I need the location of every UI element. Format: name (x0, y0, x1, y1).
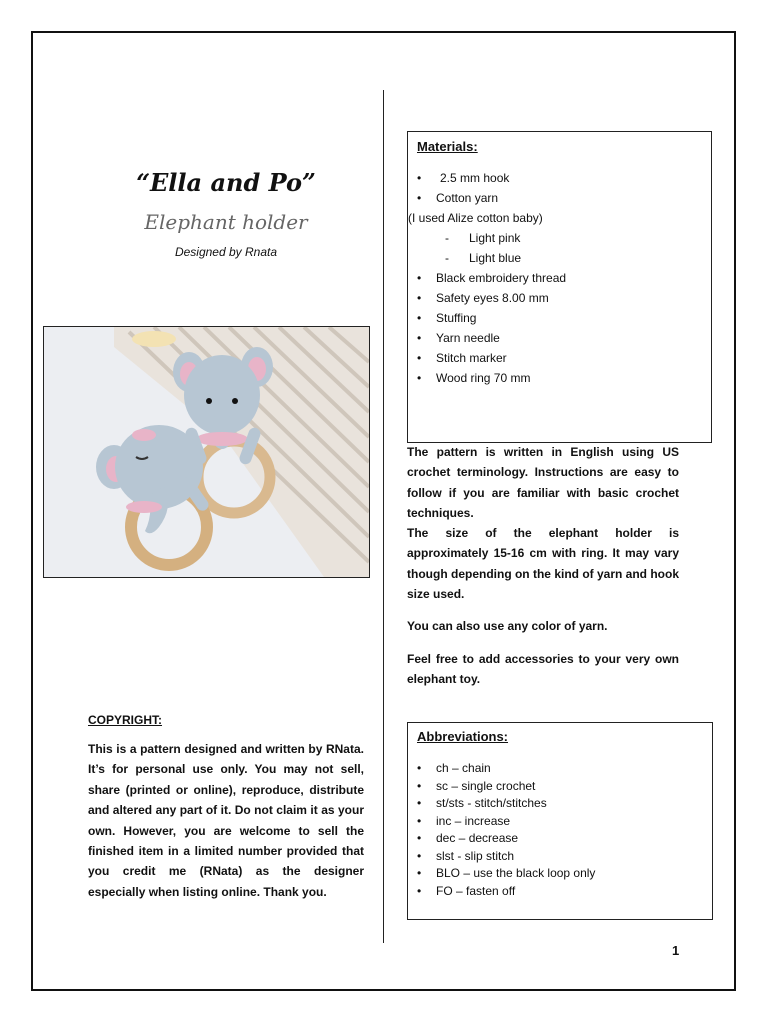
copyright-body: This is a pattern designed and written by RNata. It’s for personal use only. You may not sell, share (printed or online), reproduce, distribute and altered any part of it. Do not claim it as your own. However, you are welcome to sell the finished item in a limited number provided that you credit me (RNata) as the designer especially when listing online. Thank you. (88, 742, 364, 899)
abbreviations-box (407, 722, 713, 920)
list-item: • dec – decrease (417, 831, 519, 845)
description-paragraph: Feel free to add accessories to your very own elephant toy. (407, 651, 679, 686)
list-item: • Black embroidery thread (417, 271, 567, 285)
abbreviations-list (417, 760, 712, 900)
copyright-heading: COPYRIGHT: (88, 713, 163, 727)
abbreviations-heading: Abbreviations: (417, 729, 509, 744)
materials-heading: Materials: (417, 139, 478, 154)
list-item: • Stitch marker (417, 351, 507, 365)
column-divider (383, 90, 384, 943)
list-item: • 2.5 mm hook (417, 171, 510, 185)
list-item: • inc – increase (417, 813, 511, 828)
list-item: • st/sts - stitch/stitches (417, 796, 547, 810)
list-item: • Safety eyes 8.00 mm (417, 291, 549, 305)
document-title: “Ella and Po” (136, 168, 316, 197)
description-paragraph: The size of the elephant holder is approximately 15-16 cm with ring. It may vary though depending on the kind of yarn and hook size used. (407, 526, 679, 602)
copyright-section (88, 713, 364, 902)
list-item: • Stuffing (417, 311, 477, 325)
page-number: 1 (672, 943, 680, 958)
description-paragraph: You can also use any color of yarn. (407, 619, 608, 634)
materials-box (407, 131, 712, 443)
list-item: • BLO – use the black loop only (417, 866, 596, 880)
materials-list (408, 168, 711, 388)
list-item: • Yarn needle (417, 331, 500, 345)
list-item: - Light pink (445, 231, 521, 245)
list-item: • Wood ring 70 mm (417, 371, 531, 385)
list-item: • FO – fasten off (417, 883, 516, 898)
list-item: • sc – single crochet (417, 778, 536, 793)
list-item: - Light blue (445, 251, 522, 265)
list-item: (I used Alize cotton baby) (408, 211, 543, 225)
designer-credit: Designed by Rnata (174, 245, 278, 259)
list-item: • Cotton yarn (417, 191, 499, 205)
pattern-description (407, 442, 679, 689)
list-item: • ch – chain (417, 761, 491, 775)
document-subtitle: Elephant holder (144, 210, 308, 234)
crochet-elephant-photo (43, 326, 370, 578)
list-item: • slst - slip stitch (417, 848, 515, 863)
description-paragraph: The pattern is written in English using US crochet terminology. Instructions are easy to follow if you are familiar with basic crochet techniques. (407, 445, 679, 520)
